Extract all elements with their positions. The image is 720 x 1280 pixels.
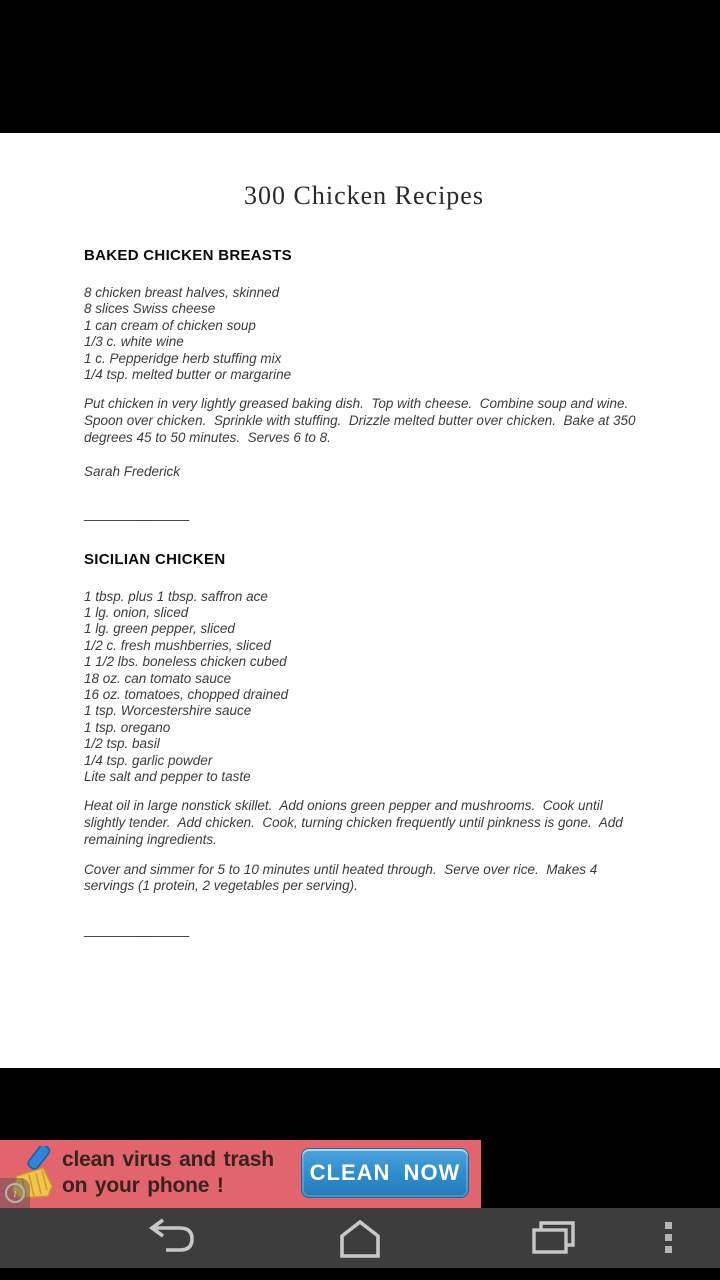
info-icon: i — [5, 1183, 25, 1203]
ad-text-line1: clean virus and trash — [62, 1148, 274, 1171]
ingredient-line: 8 chicken breast halves, skinned — [84, 285, 280, 300]
recipe-heading-sicilian-chicken: SICILIAN CHICKEN — [84, 550, 226, 568]
home-icon — [334, 1218, 386, 1258]
ingredient-list — [84, 589, 644, 786]
ingredient-line: 1 tbsp. plus 1 tbsp. saffron ace — [84, 588, 268, 604]
back-icon — [142, 1218, 194, 1258]
recents-icon — [527, 1218, 579, 1258]
recipe-separator: ______________ — [84, 505, 190, 521]
recipe-heading-baked-chicken-breasts: BAKED CHICKEN BREASTS — [84, 247, 292, 264]
ingredient-line: Lite salt and pepper to taste — [84, 769, 251, 785]
ingredient-line: 8 slices Swiss cheese — [84, 301, 216, 317]
ingredient-line: 1 can cream of chicken soup — [84, 317, 256, 333]
overflow-menu-icon — [661, 1218, 675, 1258]
overflow-menu-button[interactable] — [628, 1208, 708, 1268]
back-button[interactable] — [108, 1208, 228, 1268]
ad-banner[interactable] — [0, 1140, 481, 1208]
ingredient-line: 1/2 tsp. basil — [84, 736, 160, 752]
ingredient-line: 1/4 tsp. melted butter or margarine — [84, 367, 292, 383]
ingredient-line: 1 lg. green pepper, sliced — [84, 621, 235, 637]
directions-paragraph: Put chicken in very lightly greased baking dish. Top with cheese. Combine soup and wine. Spoon over chicken. Sprinkle with stuffing. Drizzle melted butter over chicken. Bake at 350 degrees 45 to 50 minutes. Serves 6 to 8. — [84, 396, 640, 445]
ebook-page — [0, 133, 720, 1068]
android-navbar — [0, 1208, 720, 1268]
ingredient-line: 1 tsp. oregano — [84, 719, 171, 735]
ingredient-line: 1/4 tsp. garlic powder — [84, 752, 213, 768]
ad-info-badge[interactable] — [0, 1178, 30, 1208]
ad-text-line2: on your phone ! — [62, 1174, 224, 1197]
ingredient-line: 1/2 c. fresh mushberries, sliced — [84, 637, 271, 653]
ingredient-line: 1 lg. onion, sliced — [84, 604, 189, 620]
ingredient-line: 1/3 c. white wine — [84, 334, 184, 350]
home-button[interactable] — [300, 1208, 420, 1268]
recipe-author: Sarah Frederick — [84, 463, 181, 479]
clean-now-button[interactable]: CLEAN NOW — [301, 1148, 469, 1198]
ingredient-line: 1 tsp. Worcestershire sauce — [84, 703, 252, 719]
directions-paragraph: Cover and simmer for 5 to 10 minutes until heated through. Serve over rice. Makes 4 servings (1 protein, 2 vegetables per serving). — [84, 861, 602, 894]
ingredient-line: 1 1/2 lbs. boneless chicken cubed — [84, 654, 287, 670]
recents-button[interactable] — [493, 1208, 613, 1268]
directions-paragraph: Heat oil in large nonstick skillet. Add onions green pepper and mushrooms. Cook until slightly tender. Add chicken. Cook, turning chicken frequently until pinkness is gone. Add remaining ingredients. — [84, 798, 627, 847]
book-title: 300 Chicken Recipes — [244, 181, 484, 210]
ingredient-list — [84, 285, 644, 383]
ingredient-line: 18 oz. can tomato sauce — [84, 670, 232, 686]
page-content — [0, 133, 720, 937]
ingredient-line: 1 c. Pepperidge herb stuffing mix — [84, 350, 282, 366]
ad-text — [62, 1147, 298, 1199]
recipe-separator: ______________ — [84, 921, 190, 937]
ingredient-line: 16 oz. tomatoes, chopped drained — [84, 686, 289, 702]
